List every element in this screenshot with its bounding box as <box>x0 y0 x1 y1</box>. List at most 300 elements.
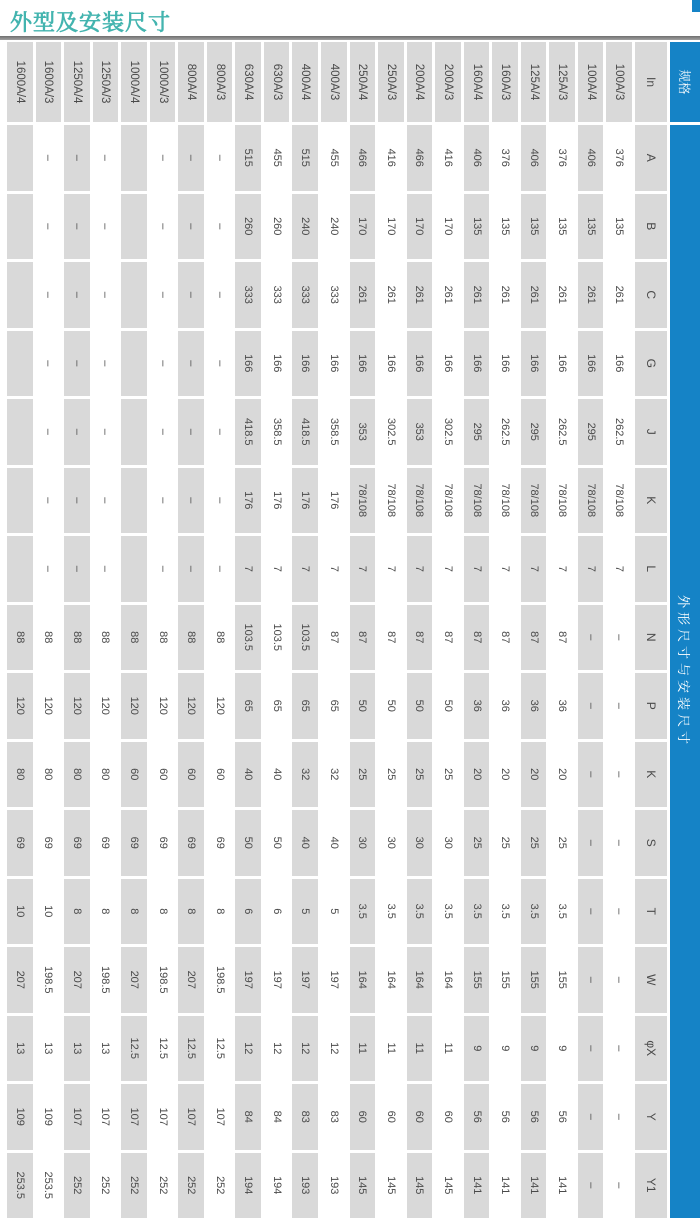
table-cell: 261 <box>350 262 376 328</box>
table-cell: 333 <box>264 262 290 328</box>
table-cell: – <box>93 536 119 602</box>
table-cell: 36 <box>492 673 518 739</box>
table-cell: – <box>207 331 233 397</box>
column-header-5: J <box>635 399 667 465</box>
table-cell: – <box>36 262 62 328</box>
spec-label: 100A/4 <box>578 42 604 122</box>
table-cell: – <box>64 331 90 397</box>
table-cell: 36 <box>549 673 575 739</box>
table-cell: 12.5 <box>207 1016 233 1082</box>
table-cell: 78/108 <box>492 468 518 534</box>
table-cell: 12.5 <box>178 1016 204 1082</box>
table-cell: 78/108 <box>350 468 376 534</box>
table-cell: 78/108 <box>378 468 404 534</box>
table-cell: 88 <box>64 605 90 671</box>
table-cell <box>7 399 33 465</box>
group-header-spec: 规格 <box>670 42 700 122</box>
spec-label: 100A/3 <box>606 42 632 122</box>
table-cell: 9 <box>464 1016 490 1082</box>
table-cell: 406 <box>521 125 547 191</box>
table-cell: 7 <box>378 536 404 602</box>
table-cell: 166 <box>435 331 461 397</box>
table-cell: 11 <box>407 1016 433 1082</box>
table-cell: 252 <box>207 1153 233 1219</box>
table-cell: 69 <box>64 810 90 876</box>
table-cell: 25 <box>350 742 376 808</box>
table-cell: 103.5 <box>292 605 318 671</box>
table-cell: 69 <box>121 810 147 876</box>
table-cell <box>121 331 147 397</box>
table-cell: 176 <box>235 468 261 534</box>
table-cell: 120 <box>36 673 62 739</box>
table-cell: 7 <box>350 536 376 602</box>
table-cell: 88 <box>36 605 62 671</box>
table-cell: – <box>64 194 90 260</box>
table-cell: 60 <box>207 742 233 808</box>
table-cell: 65 <box>292 673 318 739</box>
table-cell: 135 <box>521 194 547 260</box>
table-cell: 40 <box>292 810 318 876</box>
table-cell: 69 <box>93 810 119 876</box>
spec-label: 160A/4 <box>464 42 490 122</box>
table-cell <box>121 536 147 602</box>
table-cell: 78/108 <box>407 468 433 534</box>
table-cell: 166 <box>350 331 376 397</box>
column-header-11: S <box>635 810 667 876</box>
table-cell: 11 <box>350 1016 376 1082</box>
table-cell: 40 <box>235 742 261 808</box>
table-cell: 166 <box>492 331 518 397</box>
table-cell: 6 <box>264 879 290 945</box>
column-header-in: In <box>635 42 667 122</box>
spec-label: 1600A/4 <box>7 42 33 122</box>
table-cell: – <box>606 1153 632 1219</box>
table-cell: 8 <box>93 879 119 945</box>
table-cell <box>121 125 147 191</box>
table-cell: – <box>150 331 176 397</box>
table-cell: 56 <box>549 1084 575 1150</box>
table-cell: – <box>36 468 62 534</box>
table-cell: 261 <box>407 262 433 328</box>
table-cell: – <box>207 125 233 191</box>
table-cell: 69 <box>150 810 176 876</box>
table-cell: – <box>207 468 233 534</box>
table-cell: 295 <box>521 399 547 465</box>
table-cell: 207 <box>7 947 33 1013</box>
column-header-3: C <box>635 262 667 328</box>
table-cell: 416 <box>435 125 461 191</box>
table-cell: 87 <box>492 605 518 671</box>
table-cell: 3.5 <box>521 879 547 945</box>
spec-label: 1000A/4 <box>121 42 147 122</box>
table-cell: 107 <box>207 1084 233 1150</box>
table-cell: 295 <box>464 399 490 465</box>
table-cell: 261 <box>492 262 518 328</box>
table-cell: 170 <box>435 194 461 260</box>
table-cell: 155 <box>492 947 518 1013</box>
table-cell: 60 <box>435 1084 461 1150</box>
table-cell: 107 <box>121 1084 147 1150</box>
table-cell: – <box>150 125 176 191</box>
spec-label: 1250A/4 <box>64 42 90 122</box>
table-cell: – <box>578 1084 604 1150</box>
table-cell: – <box>36 125 62 191</box>
table-cell: 455 <box>321 125 347 191</box>
table-cell <box>7 536 33 602</box>
table-cell: 36 <box>464 673 490 739</box>
table-cell: 11 <box>378 1016 404 1082</box>
table-cell: 197 <box>264 947 290 1013</box>
table-cell: 7 <box>521 536 547 602</box>
table-cell: – <box>606 810 632 876</box>
table-cell: 13 <box>93 1016 119 1082</box>
table-cell: 6 <box>235 879 261 945</box>
table-cell: 376 <box>492 125 518 191</box>
spec-label: 800A/4 <box>178 42 204 122</box>
table-cell: 83 <box>321 1084 347 1150</box>
table-cell: 193 <box>292 1153 318 1219</box>
table-cell: 145 <box>435 1153 461 1219</box>
table-cell: 260 <box>264 194 290 260</box>
table-cell: – <box>64 536 90 602</box>
table-cell: – <box>36 331 62 397</box>
table-cell: 25 <box>492 810 518 876</box>
table-cell: 198.5 <box>36 947 62 1013</box>
table-cell: 194 <box>264 1153 290 1219</box>
table-cell: 65 <box>264 673 290 739</box>
table-cell: 9 <box>521 1016 547 1082</box>
table-cell: 103.5 <box>235 605 261 671</box>
table-cell: – <box>64 468 90 534</box>
table-cell: – <box>578 1016 604 1082</box>
table-cell: 253.5 <box>7 1153 33 1219</box>
table-cell: 295 <box>578 399 604 465</box>
table-cell: 107 <box>93 1084 119 1150</box>
table-cell: 87 <box>321 605 347 671</box>
table-cell: 11 <box>435 1016 461 1082</box>
table-cell: 166 <box>378 331 404 397</box>
table-cell: 197 <box>292 947 318 1013</box>
table-cell: 170 <box>407 194 433 260</box>
table-cell: – <box>207 194 233 260</box>
table-cell: – <box>178 194 204 260</box>
table-cell: 120 <box>64 673 90 739</box>
spec-label: 200A/3 <box>435 42 461 122</box>
table-cell: 40 <box>321 810 347 876</box>
table-cell: 7 <box>407 536 433 602</box>
table-cell: 87 <box>521 605 547 671</box>
table-cell: 166 <box>235 331 261 397</box>
table-cell: 262.5 <box>492 399 518 465</box>
dimensions-table-rotated <box>7 42 700 1218</box>
table-cell: 12.5 <box>150 1016 176 1082</box>
table-cell: 253.5 <box>36 1153 62 1219</box>
table-cell: 40 <box>264 742 290 808</box>
table-cell: 80 <box>93 742 119 808</box>
table-cell: 333 <box>292 262 318 328</box>
column-header-16: Y1 <box>635 1153 667 1219</box>
table-cell: 10 <box>7 879 33 945</box>
table-cell: 9 <box>492 1016 518 1082</box>
spec-label: 1600A/3 <box>36 42 62 122</box>
table-cell: 20 <box>549 742 575 808</box>
table-cell: 13 <box>64 1016 90 1082</box>
column-header-9: P <box>635 673 667 739</box>
table-cell: 135 <box>464 194 490 260</box>
table-cell: 120 <box>178 673 204 739</box>
table-cell: 166 <box>321 331 347 397</box>
table-cell: 84 <box>235 1084 261 1150</box>
table-cell: 32 <box>321 742 347 808</box>
table-cell: 164 <box>407 947 433 1013</box>
table-cell: 406 <box>578 125 604 191</box>
table-cell: 135 <box>549 194 575 260</box>
table-cell: 36 <box>521 673 547 739</box>
table-cell: 166 <box>464 331 490 397</box>
table-cell: 60 <box>150 742 176 808</box>
spec-label: 1000A/3 <box>150 42 176 122</box>
table-cell: 88 <box>207 605 233 671</box>
group-header-dims: 外形尺寸与安装尺寸 <box>670 125 700 1218</box>
table-cell: – <box>178 536 204 602</box>
table-cell: – <box>606 1084 632 1150</box>
table-cell: – <box>93 331 119 397</box>
table-cell: – <box>178 399 204 465</box>
table-cell: 78/108 <box>521 468 547 534</box>
table-cell <box>7 468 33 534</box>
table-cell: 87 <box>435 605 461 671</box>
table-cell: 32 <box>292 742 318 808</box>
table-cell: – <box>207 262 233 328</box>
table-cell <box>121 194 147 260</box>
table-cell: – <box>93 125 119 191</box>
table-cell: 50 <box>407 673 433 739</box>
table-cell: 261 <box>521 262 547 328</box>
column-header-8: N <box>635 605 667 671</box>
table-cell: 83 <box>292 1084 318 1150</box>
table-cell: 198.5 <box>93 947 119 1013</box>
column-header-1: A <box>635 125 667 191</box>
table-cell: 88 <box>93 605 119 671</box>
table-cell <box>7 194 33 260</box>
table-cell: 194 <box>235 1153 261 1219</box>
table-cell: 7 <box>578 536 604 602</box>
table-cell: 164 <box>378 947 404 1013</box>
table-cell: 515 <box>235 125 261 191</box>
table-cell: – <box>93 194 119 260</box>
table-cell: 87 <box>350 605 376 671</box>
table-cell: 166 <box>407 331 433 397</box>
table-cell <box>121 262 147 328</box>
table-cell: 50 <box>264 810 290 876</box>
table-cell: 84 <box>264 1084 290 1150</box>
table-cell: 406 <box>464 125 490 191</box>
table-cell: – <box>64 262 90 328</box>
column-header-15: Y <box>635 1084 667 1150</box>
table-cell: 20 <box>464 742 490 808</box>
table-cell: 7 <box>321 536 347 602</box>
table-cell: 60 <box>178 742 204 808</box>
table-cell: 261 <box>464 262 490 328</box>
table-cell: 197 <box>321 947 347 1013</box>
table-cell <box>7 331 33 397</box>
table-cell: 60 <box>407 1084 433 1150</box>
table-cell: 3.5 <box>492 879 518 945</box>
table-cell: 261 <box>378 262 404 328</box>
table-cell <box>7 125 33 191</box>
table-cell: 170 <box>350 194 376 260</box>
table-cell: 10 <box>36 879 62 945</box>
table-cell: – <box>178 331 204 397</box>
table-cell: 87 <box>549 605 575 671</box>
table-cell: 207 <box>178 947 204 1013</box>
table-cell: – <box>150 399 176 465</box>
table-cell: 166 <box>521 331 547 397</box>
table-cell: 170 <box>378 194 404 260</box>
spec-label: 1250A/3 <box>93 42 119 122</box>
table-cell: 166 <box>578 331 604 397</box>
table-cell: – <box>606 673 632 739</box>
table-cell: 466 <box>350 125 376 191</box>
table-cell: 30 <box>378 810 404 876</box>
table-cell: 78/108 <box>578 468 604 534</box>
table-cell: 12 <box>235 1016 261 1082</box>
table-cell: 50 <box>235 810 261 876</box>
table-cell: – <box>578 879 604 945</box>
table-cell: 166 <box>606 331 632 397</box>
column-header-14: φX <box>635 1016 667 1082</box>
table-cell: 333 <box>321 262 347 328</box>
table-cell: 80 <box>7 742 33 808</box>
table-cell: 30 <box>350 810 376 876</box>
table-cell: 56 <box>492 1084 518 1150</box>
table-cell: 109 <box>36 1084 62 1150</box>
table-cell: 50 <box>378 673 404 739</box>
table-cell: 261 <box>549 262 575 328</box>
column-header-2: B <box>635 194 667 260</box>
table-cell: – <box>578 1153 604 1219</box>
table-cell: – <box>150 468 176 534</box>
table-cell <box>7 262 33 328</box>
table-cell: 30 <box>435 810 461 876</box>
table-cell: 197 <box>235 947 261 1013</box>
page-corner-accent <box>692 0 700 12</box>
table-cell: 25 <box>407 742 433 808</box>
table-cell: 65 <box>235 673 261 739</box>
table-cell: 120 <box>93 673 119 739</box>
table-cell: 252 <box>93 1153 119 1219</box>
table-cell: 120 <box>121 673 147 739</box>
table-cell: 252 <box>121 1153 147 1219</box>
table-cell: 60 <box>350 1084 376 1150</box>
table-cell: – <box>606 605 632 671</box>
table-cell: – <box>606 947 632 1013</box>
table-cell: 65 <box>321 673 347 739</box>
table-cell: 87 <box>407 605 433 671</box>
table-cell: 109 <box>7 1084 33 1150</box>
table-cell: 333 <box>235 262 261 328</box>
table-cell: – <box>178 262 204 328</box>
table-cell: 515 <box>292 125 318 191</box>
table-cell: 8 <box>207 879 233 945</box>
table-cell: 69 <box>178 810 204 876</box>
spec-label: 400A/4 <box>292 42 318 122</box>
table-cell: 353 <box>407 399 433 465</box>
table-cell <box>121 399 147 465</box>
table-cell: 12 <box>292 1016 318 1082</box>
table-cell: 5 <box>292 879 318 945</box>
table-cell: – <box>36 536 62 602</box>
table-cell: 262.5 <box>606 399 632 465</box>
table-cell: 50 <box>435 673 461 739</box>
table-cell: 7 <box>492 536 518 602</box>
table-cell: 7 <box>292 536 318 602</box>
table-cell: 166 <box>549 331 575 397</box>
spec-label: 630A/3 <box>264 42 290 122</box>
table-cell: – <box>578 810 604 876</box>
table-cell: 3.5 <box>407 879 433 945</box>
table-cell: 5 <box>321 879 347 945</box>
table-cell: 240 <box>292 194 318 260</box>
table-cell: 141 <box>492 1153 518 1219</box>
spec-label: 125A/4 <box>521 42 547 122</box>
table-cell: – <box>606 742 632 808</box>
table-cell: 155 <box>521 947 547 1013</box>
table-cell: – <box>578 673 604 739</box>
table-cell: 198.5 <box>150 947 176 1013</box>
column-header-12: T <box>635 879 667 945</box>
table-cell: 120 <box>150 673 176 739</box>
table-cell: 60 <box>121 742 147 808</box>
column-header-6: K <box>635 468 667 534</box>
column-header-7: L <box>635 536 667 602</box>
table-cell: 87 <box>464 605 490 671</box>
table-cell: 166 <box>264 331 290 397</box>
table-cell: 78/108 <box>435 468 461 534</box>
table-cell: 418.5 <box>235 399 261 465</box>
table-cell: 155 <box>464 947 490 1013</box>
table-cell: 13 <box>7 1016 33 1082</box>
table-cell: 7 <box>464 536 490 602</box>
table-cell: 3.5 <box>464 879 490 945</box>
table-cell: 103.5 <box>264 605 290 671</box>
table-cell: 155 <box>549 947 575 1013</box>
table-cell: 88 <box>178 605 204 671</box>
table-cell: 8 <box>64 879 90 945</box>
table-cell: 358.5 <box>264 399 290 465</box>
table-cell: 78/108 <box>464 468 490 534</box>
table-cell: 164 <box>350 947 376 1013</box>
table-cell: 60 <box>378 1084 404 1150</box>
table-cell: 56 <box>464 1084 490 1150</box>
page-title: 外型及安装尺寸 <box>10 10 172 35</box>
table-cell: – <box>150 194 176 260</box>
table-cell: 166 <box>292 331 318 397</box>
table-cell: 8 <box>178 879 204 945</box>
table-cell: 145 <box>378 1153 404 1219</box>
table-cell: 78/108 <box>606 468 632 534</box>
column-header-4: G <box>635 331 667 397</box>
table-cell: 353 <box>350 399 376 465</box>
table-cell: 262.5 <box>549 399 575 465</box>
table-cell: – <box>578 742 604 808</box>
table-cell: 135 <box>606 194 632 260</box>
table-cell: 135 <box>578 194 604 260</box>
table-cell: – <box>606 879 632 945</box>
table-cell: 416 <box>378 125 404 191</box>
table-cell: 302.5 <box>435 399 461 465</box>
table-cell: – <box>150 262 176 328</box>
